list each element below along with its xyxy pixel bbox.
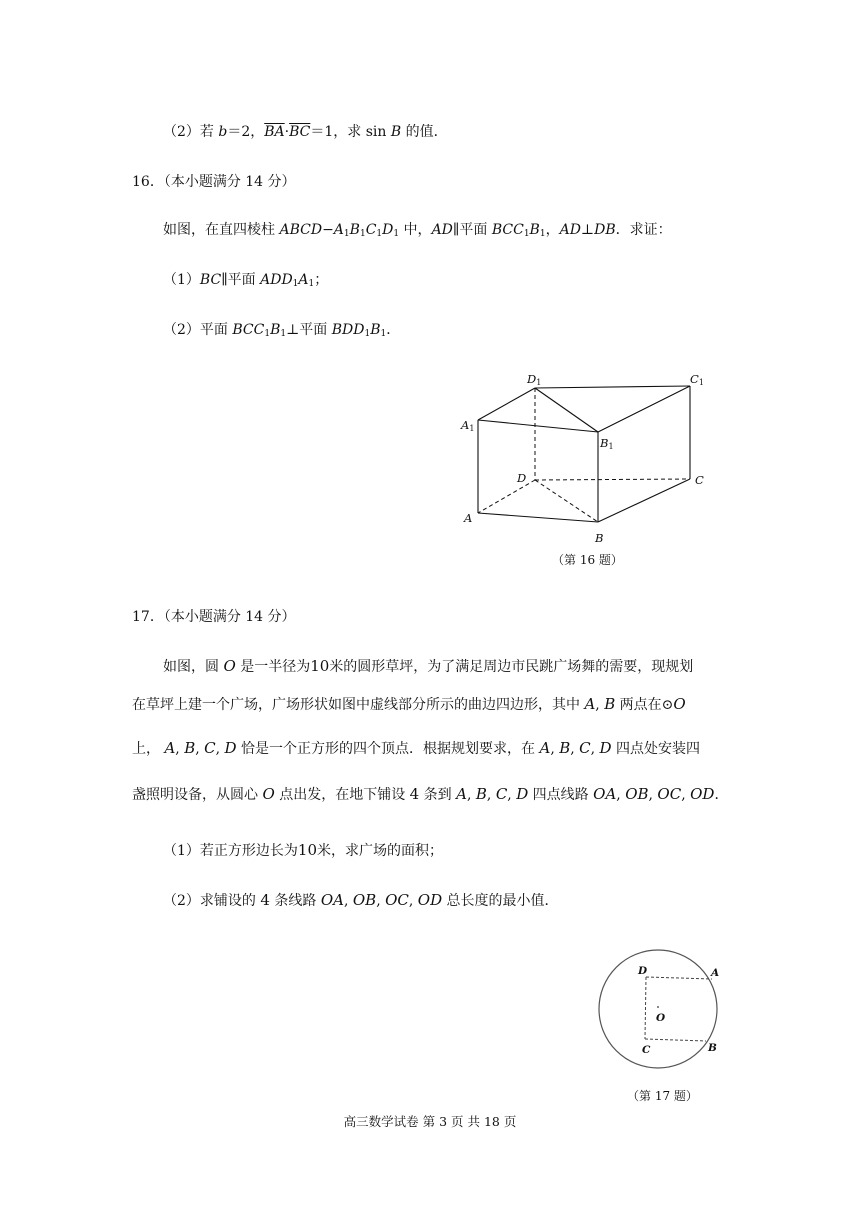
q17-header: 17．（本小题满分 14 分）	[132, 609, 296, 625]
center-dot	[657, 1006, 659, 1008]
label-D: D	[638, 965, 648, 977]
edge-DA	[646, 977, 712, 979]
q16-caption: （第 16 题）	[552, 553, 623, 567]
edge-D1B1	[535, 388, 598, 432]
label-A1: A1	[461, 418, 475, 433]
label-C: C	[642, 1044, 651, 1056]
edge-BC	[598, 479, 690, 522]
circle-figure	[598, 949, 728, 1079]
q17-line4: 盏照明设备，从圆心 O 点出发，在地下铺设 4 条到 A, B, C, D 四点线路 OA, OB, OC, OD．	[132, 785, 729, 803]
q17-line3: 上， A, B, C, D 恰是一个正方形的四个顶点．根据规划要求，在 A, B, C, D 四点处安装四	[132, 739, 701, 757]
label-C: C	[695, 473, 704, 487]
edge-D1C1	[535, 386, 690, 388]
q17-line1: 如图，圆 O 是一半径为10米的圆形草坪，为了满足周边市民跳广场舞的需要，现规划	[163, 657, 694, 675]
label-B: B	[595, 531, 604, 545]
edge-DA-hidden	[478, 480, 535, 513]
label-O: O	[656, 1012, 666, 1024]
edge-DB-hidden	[535, 480, 598, 522]
edge-DC	[645, 977, 646, 1039]
page-footer: 高三数学试卷 第 3 页 共 18 页	[343, 1114, 517, 1129]
q17-line2: 在草坪上建一个广场，广场形状如图中虚线部分所示的曲边四边形，其中 A, B 两点在⊙O	[132, 695, 686, 713]
q16-intro: 如图，在直四棱柱 $ABCD-A_1B_1C_1D_1$ 中，AD∥平面 $BCC_1B_1$，AD⊥DB．求证：	[163, 222, 672, 239]
prism-figure	[450, 370, 720, 550]
q15-part2: （2）若 b＝2，$\overline{BA}\cdot\overline{BC}=1$，求 sin B 的值．	[163, 124, 448, 140]
label-D: D	[517, 471, 527, 485]
label-D1: D1	[527, 372, 542, 387]
q17-part1: （1）若正方形边长为10米，求广场的面积；	[163, 841, 444, 859]
q17-part2: （2）求铺设的 4 条线路 OA, OB, OC, OD 总长度的最小值．	[163, 891, 559, 909]
label-A: A	[711, 967, 720, 979]
edge-CB	[645, 1039, 706, 1041]
q16-part1: （1）BC∥平面 $ADD_1A_1$；	[163, 272, 329, 289]
edge-C1B1	[598, 386, 690, 432]
edge-DC-hidden	[535, 479, 690, 480]
edge-A1D1	[478, 388, 535, 420]
q16-part2: （2）平面 $BCC_1B_1\perp$平面 $BDD_1B_1$．	[163, 322, 401, 339]
label-B1: B1	[600, 436, 614, 451]
label-B: B	[708, 1042, 717, 1054]
edge-AB	[478, 513, 598, 522]
edge-A1B1	[478, 420, 598, 432]
label-A: A	[464, 511, 473, 525]
q17-caption: （第 17 题）	[627, 1089, 698, 1103]
label-C1: C1	[690, 372, 704, 387]
lawn-circle	[599, 950, 720, 1068]
q16-header: 16．（本小题满分 14 分）	[132, 174, 296, 190]
